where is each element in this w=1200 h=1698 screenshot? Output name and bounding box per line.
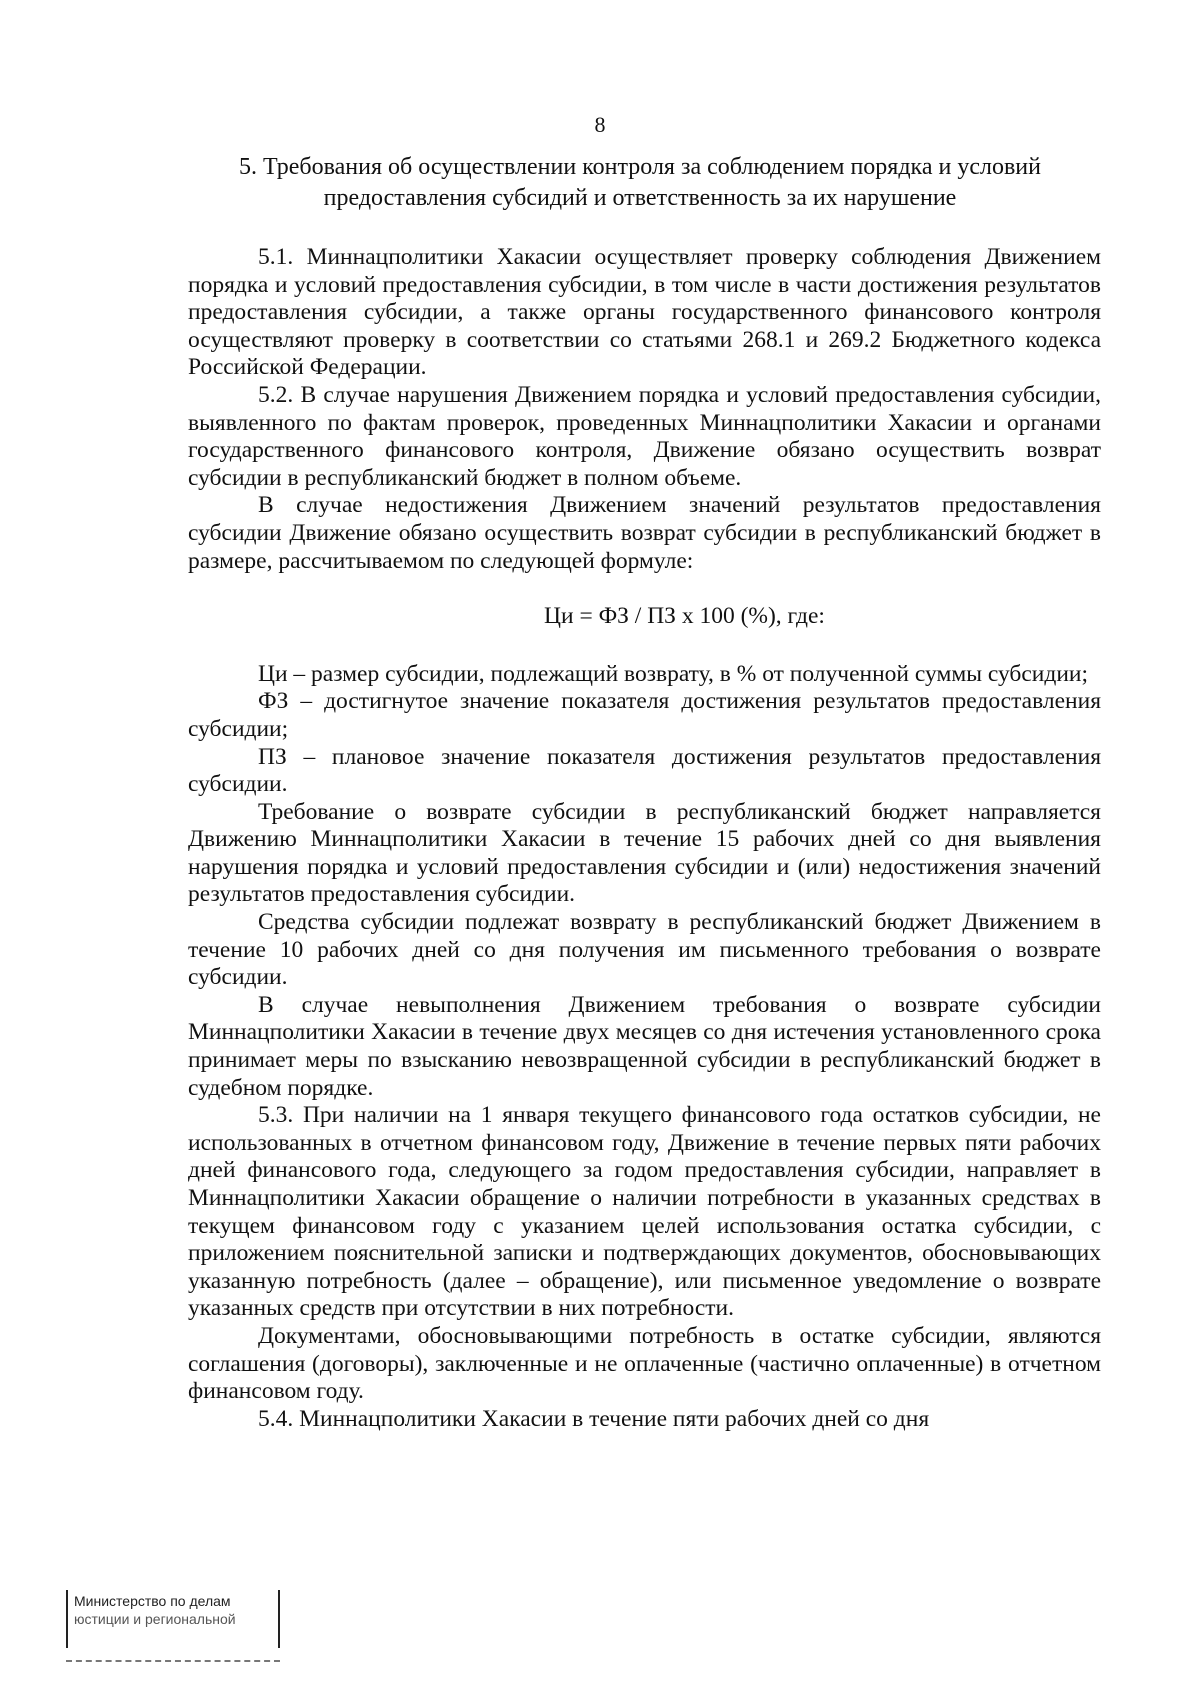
paragraph-5-3: 5.3. При наличии на 1 января текущего финансового года остатков субсидии, не использованных в отчетном финансовом году, Движение в течение первых пяти рабочих дней финансового года, следующего за годом предоставления субсидии, направляет в Миннацполитики Хакасии обращение о наличии потребности в указанных средствах в текущем финансовом году с указанием целей использования остатка субсидии, с приложением пояснительной записки и подтверждающих документов, обосновывающих указанную потребность (далее – обращение), или письменное уведомление о возврате указанных средств при отсутствии в них потребности. bbox=[188, 1102, 1101, 1322]
paragraph-return-deadline: Средства субсидии подлежат возврату в республиканский бюджет Движением в течение 10 рабочих дней со дня получения им письменного требования о возврате субсидии. bbox=[188, 909, 1101, 991]
stamp-bottom-border bbox=[66, 1660, 280, 1662]
paragraph-5-1: 5.1. Миннацполитики Хакасии осуществляет проверку соблюдения Движением порядка и условий предоставления субсидии, в том числе в части достижения результатов предоставления субсидии, а также органы государственного финансового контроля осуществляют проверку в соответствии со статьями 268.1 и 269.2 Бюджетного кодекса Российской Федерации. bbox=[188, 244, 1101, 381]
ministry-stamp bbox=[66, 1590, 280, 1648]
paragraph-non-compliance: В случае невыполнения Движением требования о возврате субсидии Миннацполитики Хакасии в течение двух месяцев со дня истечения установленного срока принимает меры по взысканию невозвращенной субсидии в республиканский бюджет в судебном порядке. bbox=[188, 991, 1101, 1101]
page-number: 8 bbox=[594, 112, 606, 137]
document-body bbox=[188, 244, 1101, 1433]
heading-line-1: 5. Требования об осуществлении контроля за соблюдением порядка и условий bbox=[239, 154, 1041, 180]
paragraph-5-2: 5.2. В случае нарушения Движением порядка и условий предоставления субсидии, выявленного по фактам проверок, проведенных Миннацполитики Хакасии и органами государственного финансового контроля, Движение обязано осуществить возврат субсидии в республиканский бюджет в полном объеме. bbox=[188, 381, 1101, 491]
paragraph-justifying-documents: Документами, обосновывающими потребность в остатке субсидии, являются соглашения (договоры), заключенные и не оплаченные (частично оплаченные) в отчетном финансовом году. bbox=[188, 1322, 1101, 1405]
heading-line-2: предоставления субсидий и ответственность за их нарушение bbox=[323, 185, 957, 211]
definition-pz: ПЗ – плановое значение показателя достижения результатов предоставления субсидии. bbox=[188, 743, 1101, 798]
stamp-line-1: Министерство по делам bbox=[74, 1593, 231, 1609]
definition-fz: ФЗ – достигнутое значение показателя достижения результатов предоставления субсидии; bbox=[188, 688, 1101, 742]
section-heading bbox=[180, 152, 1100, 214]
paragraph-5-4: 5.4. Миннацполитики Хакасии в течение пяти рабочих дней со дня bbox=[258, 1405, 930, 1432]
paragraph-formula-intro: В случае недостижения Движением значений результатов предоставления субсидии Движение обязано осуществить возврат субсидии в республиканский бюджет в размере, рассчитываемом по следующей формуле: bbox=[188, 492, 1101, 574]
paragraph-return-requirement: Требование о возврате субсидии в республиканский бюджет направляется Движению Миннацполитики Хакасии в течение 15 рабочих дней со дня выявления нарушения порядка и условий предоставления субсидии и (или) недостижения значений результатов предоставления субсидии. bbox=[188, 798, 1101, 908]
formula: Ци = ФЗ / ПЗ х 100 (%), где: bbox=[544, 603, 825, 630]
definition-ci: Ци – размер субсидии, подлежащий возврату, в % от полученной суммы субсидии; bbox=[258, 660, 1089, 687]
stamp-line-2: юстиции и региональной bbox=[74, 1611, 236, 1627]
